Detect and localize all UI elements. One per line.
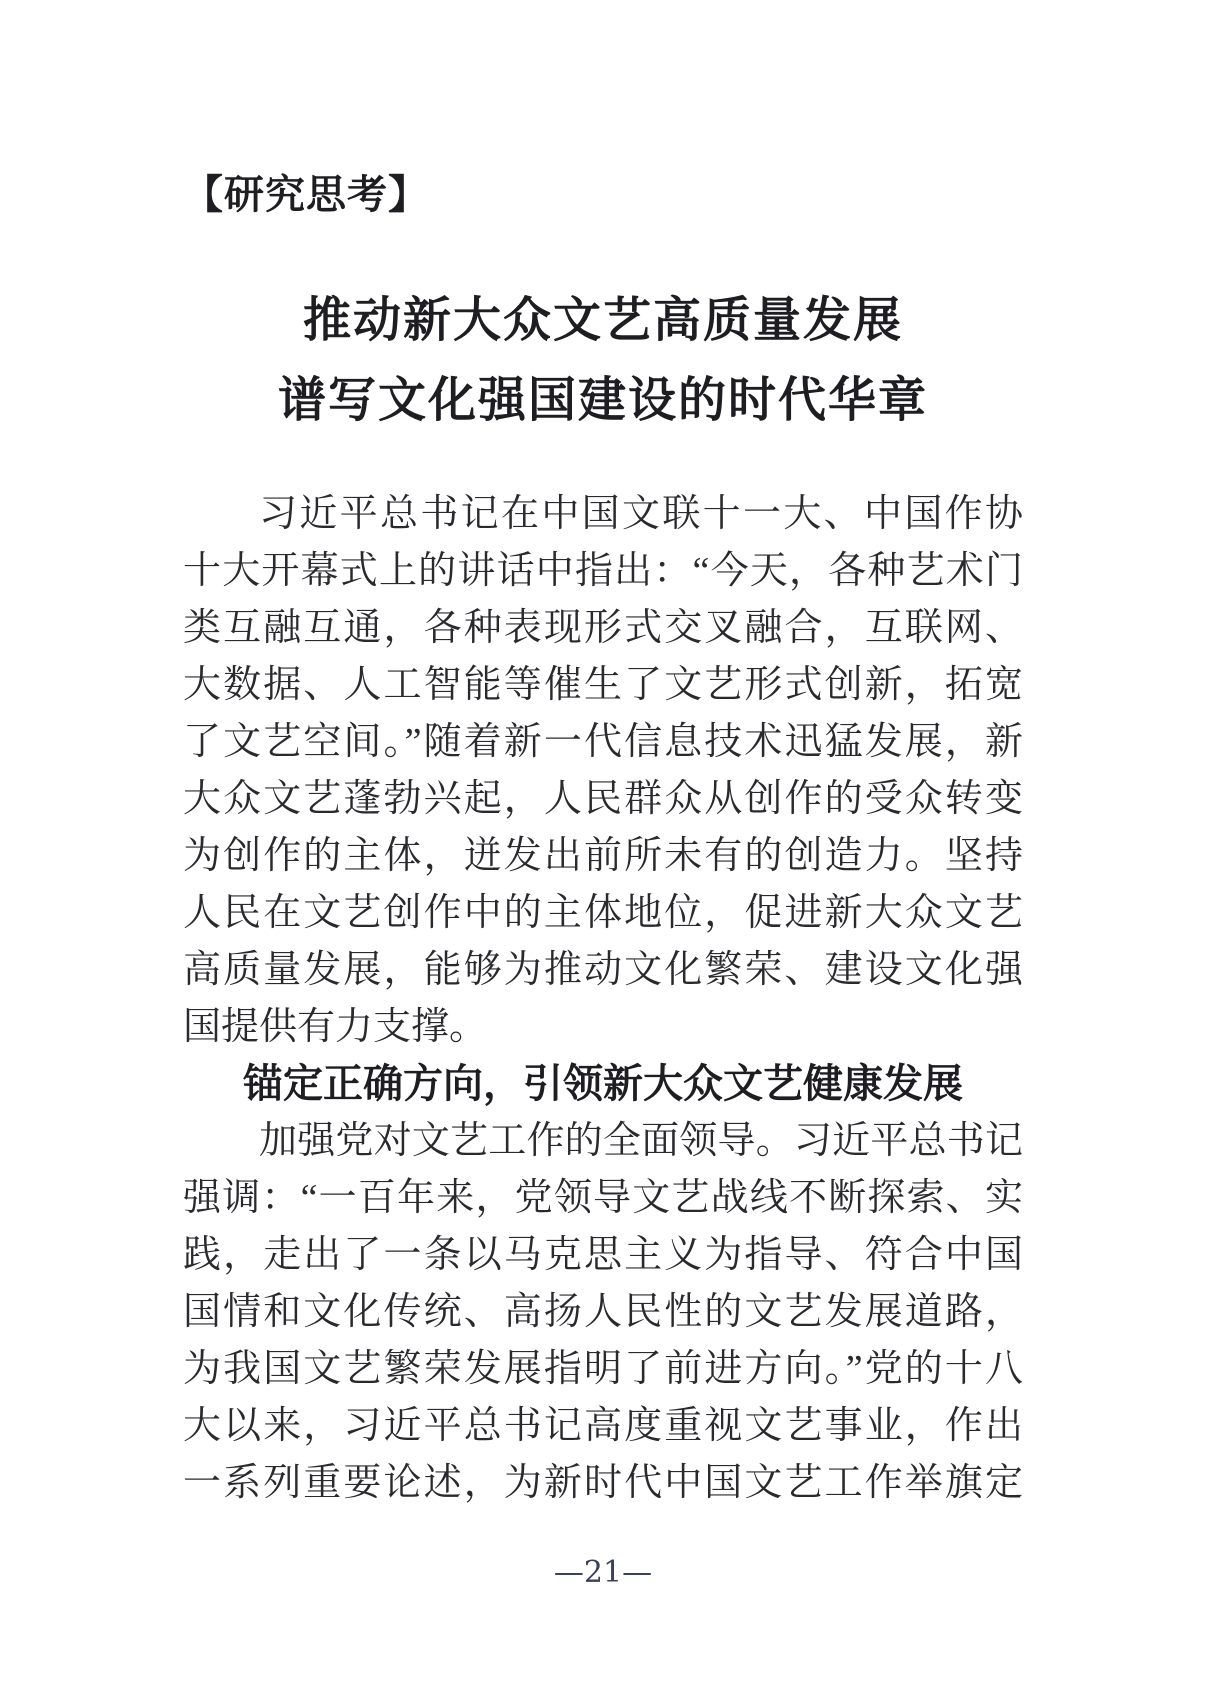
title-line-2: 谱写文化强国建设的时代华章 xyxy=(277,374,928,427)
text-line: 大众文艺蓬勃兴起，人民群众从创作的受众转变 xyxy=(183,778,1023,820)
article-body xyxy=(183,486,1023,1512)
text-line: 践，走出了一条以马克思主义为指导、符合中国 xyxy=(183,1234,1023,1276)
text-line: 强调：“一百年来，党领导文艺战线不断探索、实 xyxy=(183,1177,1023,1219)
text-line: 加强党对文艺工作的全面领导。习近平总书记 xyxy=(259,1120,1023,1162)
section-subheading: 锚定正确方向，引领新大众文艺健康发展 xyxy=(243,1062,963,1106)
text-line: 一系列重要论述，为新时代中国文艺工作举旗定 xyxy=(183,1462,1023,1504)
text-line: 大以来，习近平总书记高度重视文艺事业，作出 xyxy=(183,1405,1023,1447)
text-line: 人民在文艺创作中的主体地位，促进新大众文艺 xyxy=(183,892,1023,934)
text-line: 习近平总书记在中国文联十一大、中国作协 xyxy=(259,493,1023,535)
text-line: 类互融互通，各种表现形式交叉融合，互联网、 xyxy=(183,607,1023,649)
section-tag: 【研究思考】 xyxy=(183,173,429,217)
text-line: 为我国文艺繁荣发展指明了前进方向。”党的十八 xyxy=(183,1348,1023,1390)
text-line: 为创作的主体，迸发出前所未有的创造力。坚持 xyxy=(183,835,1023,877)
title-line-1: 推动新大众文艺高质量发展 xyxy=(302,294,903,347)
page-number: —21— xyxy=(553,1555,653,1590)
paragraph-2 xyxy=(183,1113,1023,1512)
text-line: 大数据、人工智能等催生了文艺形式创新，拓宽 xyxy=(183,664,1023,706)
text-line: 十大开幕式上的讲话中指出：“今天，各种艺术门 xyxy=(183,550,1023,592)
text-line: 了文艺空间。”随着新一代信息技术迅猛发展，新 xyxy=(183,721,1023,763)
text-line: 国情和文化传统、高扬人民性的文艺发展道路， xyxy=(183,1291,1023,1333)
text-line: 高质量发展，能够为推动文化繁荣、建设文化强 xyxy=(183,949,1023,991)
paragraph-1 xyxy=(183,486,1023,1056)
text-line: 国提供有力支撑。 xyxy=(183,1006,488,1048)
document-title xyxy=(183,281,1023,441)
